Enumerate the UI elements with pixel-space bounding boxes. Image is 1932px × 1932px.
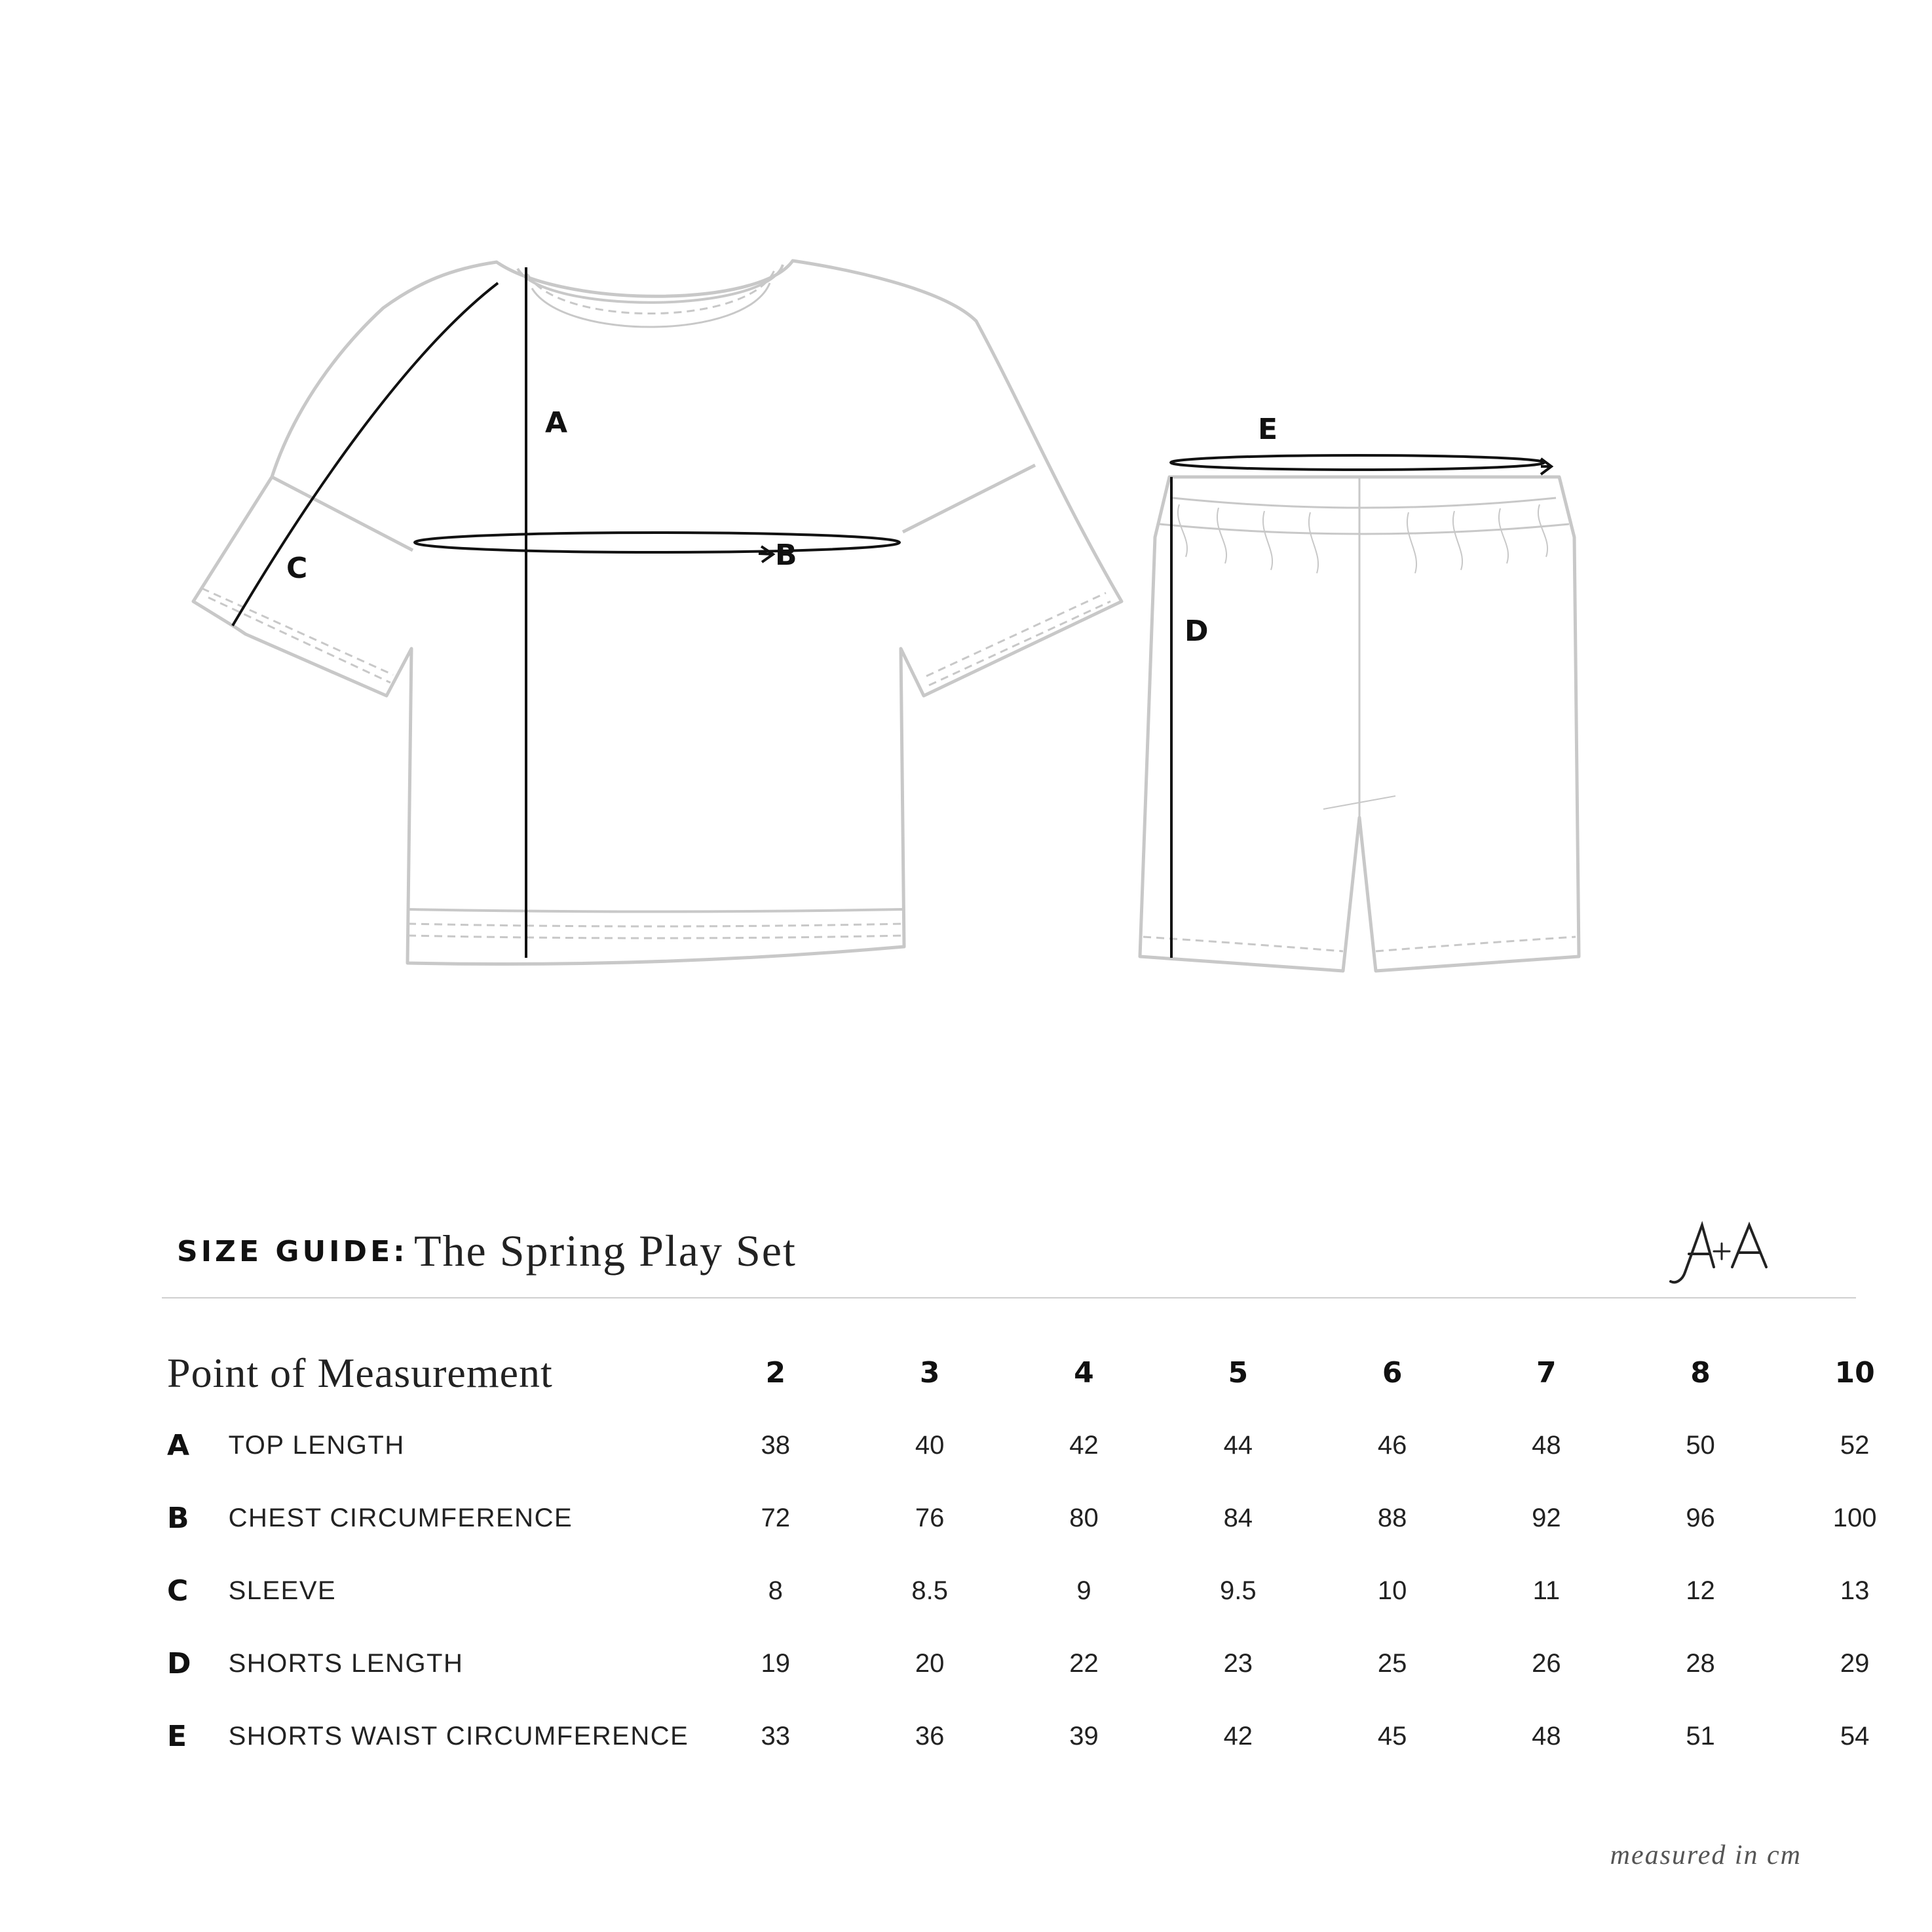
table-cell: 36 xyxy=(915,1722,945,1751)
table-cell: 96 xyxy=(1686,1504,1715,1532)
table-cell: 45 xyxy=(1377,1722,1407,1751)
table-cell: 44 xyxy=(1223,1431,1253,1460)
table-cell: 20 xyxy=(915,1649,945,1678)
product-name: The Spring Play Set xyxy=(414,1226,797,1276)
size-table-header-row xyxy=(167,1336,1932,1409)
row-letter: A xyxy=(167,1429,190,1462)
table-cell: 23 xyxy=(1223,1649,1253,1678)
table-cell: 12 xyxy=(1686,1576,1715,1605)
table-cell: 92 xyxy=(1532,1504,1561,1532)
table-cell: 51 xyxy=(1686,1722,1715,1751)
size-header: 6 xyxy=(1382,1356,1403,1390)
table-cell: 39 xyxy=(1069,1722,1099,1751)
header-divider xyxy=(162,1297,1856,1298)
row-letter: D xyxy=(167,1647,191,1680)
table-cell: 48 xyxy=(1532,1722,1561,1751)
row-label: SLEEVE xyxy=(228,1576,337,1605)
table-cell: 19 xyxy=(761,1649,791,1678)
table-row xyxy=(167,1700,1932,1773)
table-cell: 9 xyxy=(1076,1576,1091,1605)
size-header: 3 xyxy=(919,1356,940,1390)
table-cell: 33 xyxy=(761,1722,791,1751)
table-row xyxy=(167,1627,1932,1700)
row-label: SHORTS WAIST CIRCUMFERENCE xyxy=(228,1722,689,1751)
table-cell: 80 xyxy=(1069,1504,1099,1532)
size-guide-title xyxy=(177,1215,1854,1287)
row-letter: E xyxy=(167,1720,187,1753)
table-row xyxy=(167,1555,1932,1627)
size-header: 5 xyxy=(1228,1356,1249,1390)
table-cell: 26 xyxy=(1532,1649,1561,1678)
point-of-measurement-header: Point of Measurement xyxy=(167,1349,553,1396)
table-cell: 50 xyxy=(1686,1431,1715,1460)
table-cell: 38 xyxy=(761,1431,791,1460)
label-b: B xyxy=(775,539,797,572)
table-cell: 11 xyxy=(1532,1576,1561,1605)
table-cell: 54 xyxy=(1840,1722,1870,1751)
size-guide-label: SIZE GUIDE: xyxy=(177,1235,408,1268)
table-cell: 76 xyxy=(915,1504,945,1532)
label-d: D xyxy=(1184,615,1209,648)
table-row xyxy=(167,1409,1932,1482)
label-e: E xyxy=(1258,413,1278,446)
table-cell: 42 xyxy=(1223,1722,1253,1751)
brand-logo xyxy=(1664,1217,1775,1289)
table-cell: 72 xyxy=(761,1504,791,1532)
row-label: SHORTS LENGTH xyxy=(228,1649,464,1678)
label-c: C xyxy=(286,552,308,585)
units-note: measured in cm xyxy=(1610,1840,1802,1870)
size-header: 2 xyxy=(765,1356,786,1390)
t-shirt-illustration xyxy=(193,261,1122,964)
table-cell: 40 xyxy=(915,1431,945,1460)
row-letter: C xyxy=(167,1574,189,1608)
table-cell: 29 xyxy=(1840,1649,1870,1678)
table-cell: 28 xyxy=(1686,1649,1715,1678)
table-cell: 42 xyxy=(1069,1431,1099,1460)
table-cell: 84 xyxy=(1223,1504,1253,1532)
size-table xyxy=(167,1336,1932,1773)
size-header: 8 xyxy=(1690,1356,1711,1390)
measure-arrow-b xyxy=(759,546,773,562)
measure-line-c xyxy=(233,283,498,626)
table-cell: 8.5 xyxy=(911,1576,948,1605)
size-header: 4 xyxy=(1074,1356,1094,1390)
measure-arrow-e xyxy=(1541,459,1551,474)
label-a: A xyxy=(545,406,568,440)
measurement-lines xyxy=(233,267,1551,958)
row-label: CHEST CIRCUMFERENCE xyxy=(228,1504,573,1532)
shorts-illustration xyxy=(1140,477,1579,971)
table-cell: 48 xyxy=(1532,1431,1561,1460)
size-header: 7 xyxy=(1536,1356,1557,1390)
table-cell: 46 xyxy=(1377,1431,1407,1460)
table-cell: 22 xyxy=(1069,1649,1099,1678)
row-letter: B xyxy=(167,1502,189,1535)
measure-line-b xyxy=(415,533,900,552)
table-cell: 9.5 xyxy=(1220,1576,1257,1605)
table-cell: 100 xyxy=(1832,1504,1877,1532)
size-header: 10 xyxy=(1834,1356,1875,1390)
row-label: TOP LENGTH xyxy=(228,1431,405,1460)
measure-line-e xyxy=(1171,455,1544,470)
table-cell: 25 xyxy=(1377,1649,1407,1678)
table-cell: 13 xyxy=(1840,1576,1870,1605)
table-cell: 88 xyxy=(1377,1504,1407,1532)
table-row xyxy=(167,1482,1932,1555)
table-cell: 8 xyxy=(768,1576,783,1605)
table-cell: 52 xyxy=(1840,1431,1870,1460)
table-cell: 10 xyxy=(1377,1576,1407,1605)
